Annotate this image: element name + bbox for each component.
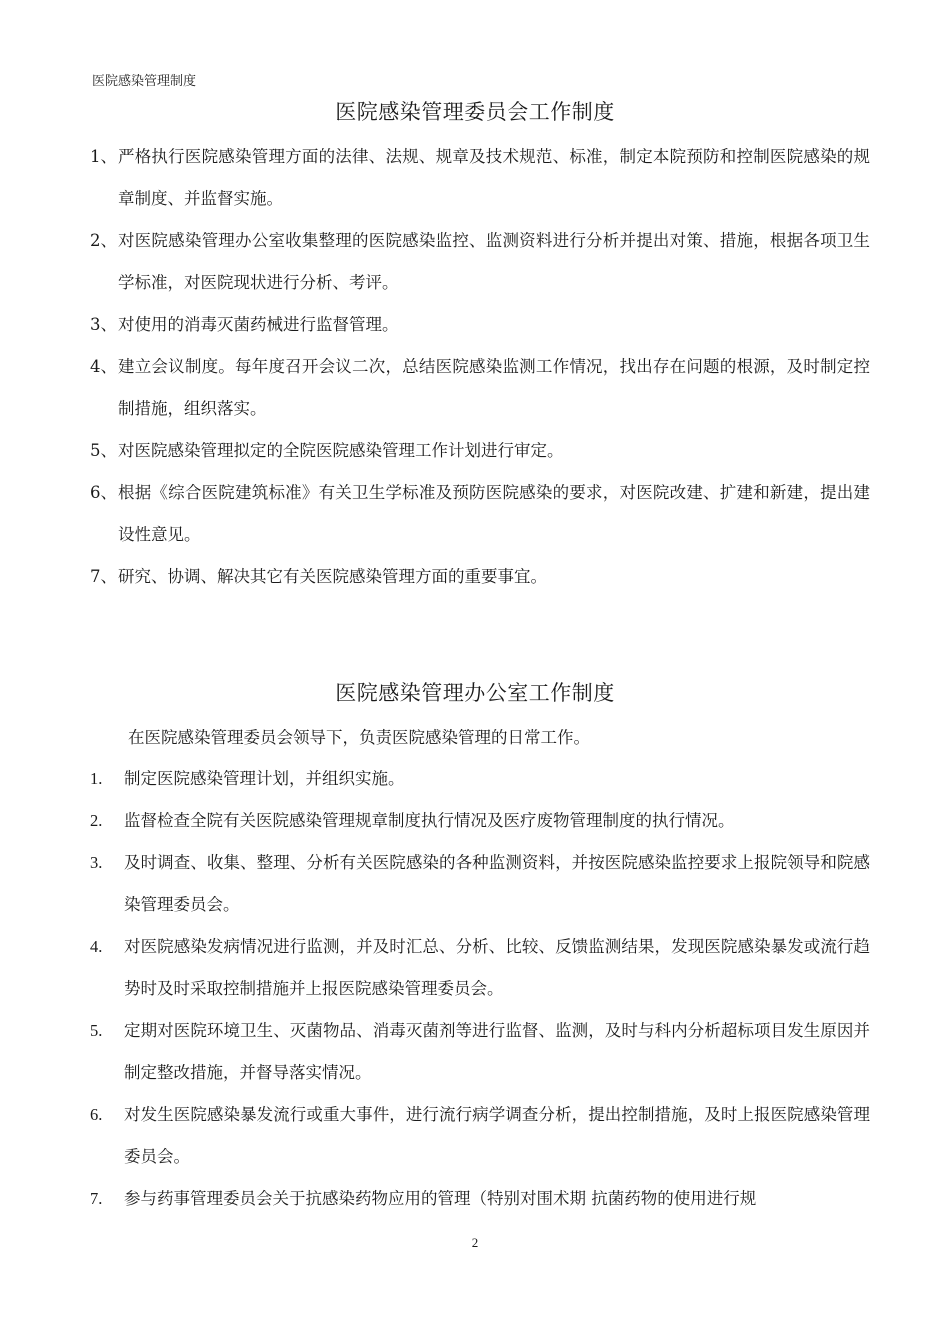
section-title-office: 医院感染管理办公室工作制度 bbox=[335, 681, 615, 705]
list-item-number: 2. bbox=[90, 811, 103, 830]
list-item-text: 对医院感染管理拟定的全院医院感染管理工作计划进行审定。 bbox=[118, 441, 564, 460]
list-item bbox=[90, 220, 870, 304]
list-item bbox=[90, 556, 870, 598]
list-item-text: 及时调查、收集、整理、分析有关医院感染的各种监测资料，并按医院感染监控要求上报院领导和院感染管理委员会。 bbox=[124, 853, 870, 914]
section-title-committee: 医院感染管理委员会工作制度 bbox=[335, 100, 615, 124]
office-intro-paragraph: 在医院感染管理委员会领导下，负责医院感染管理的日常工作。 bbox=[128, 728, 590, 747]
list-item-number: 6. bbox=[90, 1105, 103, 1124]
list-item-number: 4. bbox=[90, 937, 103, 956]
list-item bbox=[90, 472, 870, 556]
list-item-text: 参与药事管理委员会关于抗感染药物应用的管理（特别对围术期 抗菌药物的使用进行规 bbox=[124, 1189, 757, 1208]
list-item-text: 根据《综合医院建筑标准》有关卫生学标准及预防医院感染的要求，对医院改建、扩建和新建，提出建设性意见。 bbox=[118, 483, 870, 544]
list-item-text: 定期对医院环境卫生、灭菌物品、消毒灭菌剂等进行监督、监测，及时与科内分析超标项目发生原因并制定整改措施，并督导落实情况。 bbox=[124, 1021, 870, 1082]
list-item bbox=[90, 758, 870, 800]
list-item-number: 1. bbox=[90, 769, 103, 788]
list-item-number: 3. bbox=[90, 853, 103, 872]
running-header: 医院感染管理制度 bbox=[92, 74, 197, 89]
list-item-text: 建立会议制度。每年度召开会议二次，总结医院感染监测工作情况，找出存在问题的根源，及时制定控制措施，组织落实。 bbox=[118, 357, 870, 418]
list-item bbox=[90, 304, 870, 346]
list-item bbox=[90, 1010, 870, 1094]
list-item bbox=[90, 346, 870, 430]
list-item-text: 对使用的消毒灭菌药械进行监督管理。 bbox=[118, 315, 399, 334]
list-item bbox=[90, 136, 870, 220]
list-item-text: 对发生医院感染暴发流行或重大事件，进行流行病学调查分析，提出控制措施，及时上报医院感染管理委员会。 bbox=[124, 1105, 870, 1166]
list-item-text: 监督检查全院有关医院感染管理规章制度执行情况及医疗废物管理制度的执行情况。 bbox=[124, 811, 735, 830]
list-item bbox=[90, 430, 870, 472]
committee-rules-list bbox=[90, 136, 870, 598]
list-item-number: 4、 bbox=[90, 357, 117, 376]
list-item bbox=[90, 842, 870, 926]
list-item-text: 对医院感染管理办公室收集整理的医院感染监控、监测资料进行分析并提出对策、措施，根据各项卫生学标准，对医院现状进行分析、考评。 bbox=[118, 231, 870, 292]
list-item-text: 制定医院感染管理计划，并组织实施。 bbox=[124, 769, 405, 788]
list-item bbox=[90, 1094, 870, 1178]
list-item-number: 7、 bbox=[90, 567, 117, 586]
list-item-text: 对医院感染发病情况进行监测，并及时汇总、分析、比较、反馈监测结果，发现医院感染暴发或流行趋势时及时采取控制措施并上报医院感染管理委员会。 bbox=[124, 937, 870, 998]
list-item bbox=[90, 1178, 870, 1220]
list-item-number: 2、 bbox=[90, 231, 117, 250]
list-item bbox=[90, 926, 870, 1010]
list-item-number: 3、 bbox=[90, 315, 117, 334]
list-item-number: 5. bbox=[90, 1021, 103, 1040]
list-item-text: 严格执行医院感染管理方面的法律、法规、规章及技术规范、标准，制定本院预防和控制医院感染的规章制度、并监督实施。 bbox=[118, 147, 870, 208]
list-item-number: 7. bbox=[90, 1189, 103, 1208]
list-item-text: 研究、协调、解决其它有关医院感染管理方面的重要事宜。 bbox=[118, 567, 547, 586]
list-item-number: 6、 bbox=[90, 483, 117, 502]
list-item bbox=[90, 800, 870, 842]
list-item-number: 5、 bbox=[90, 441, 117, 460]
list-item-number: 1、 bbox=[90, 147, 117, 166]
office-rules-list bbox=[90, 758, 870, 1220]
page-number: 2 bbox=[471, 1235, 479, 1250]
